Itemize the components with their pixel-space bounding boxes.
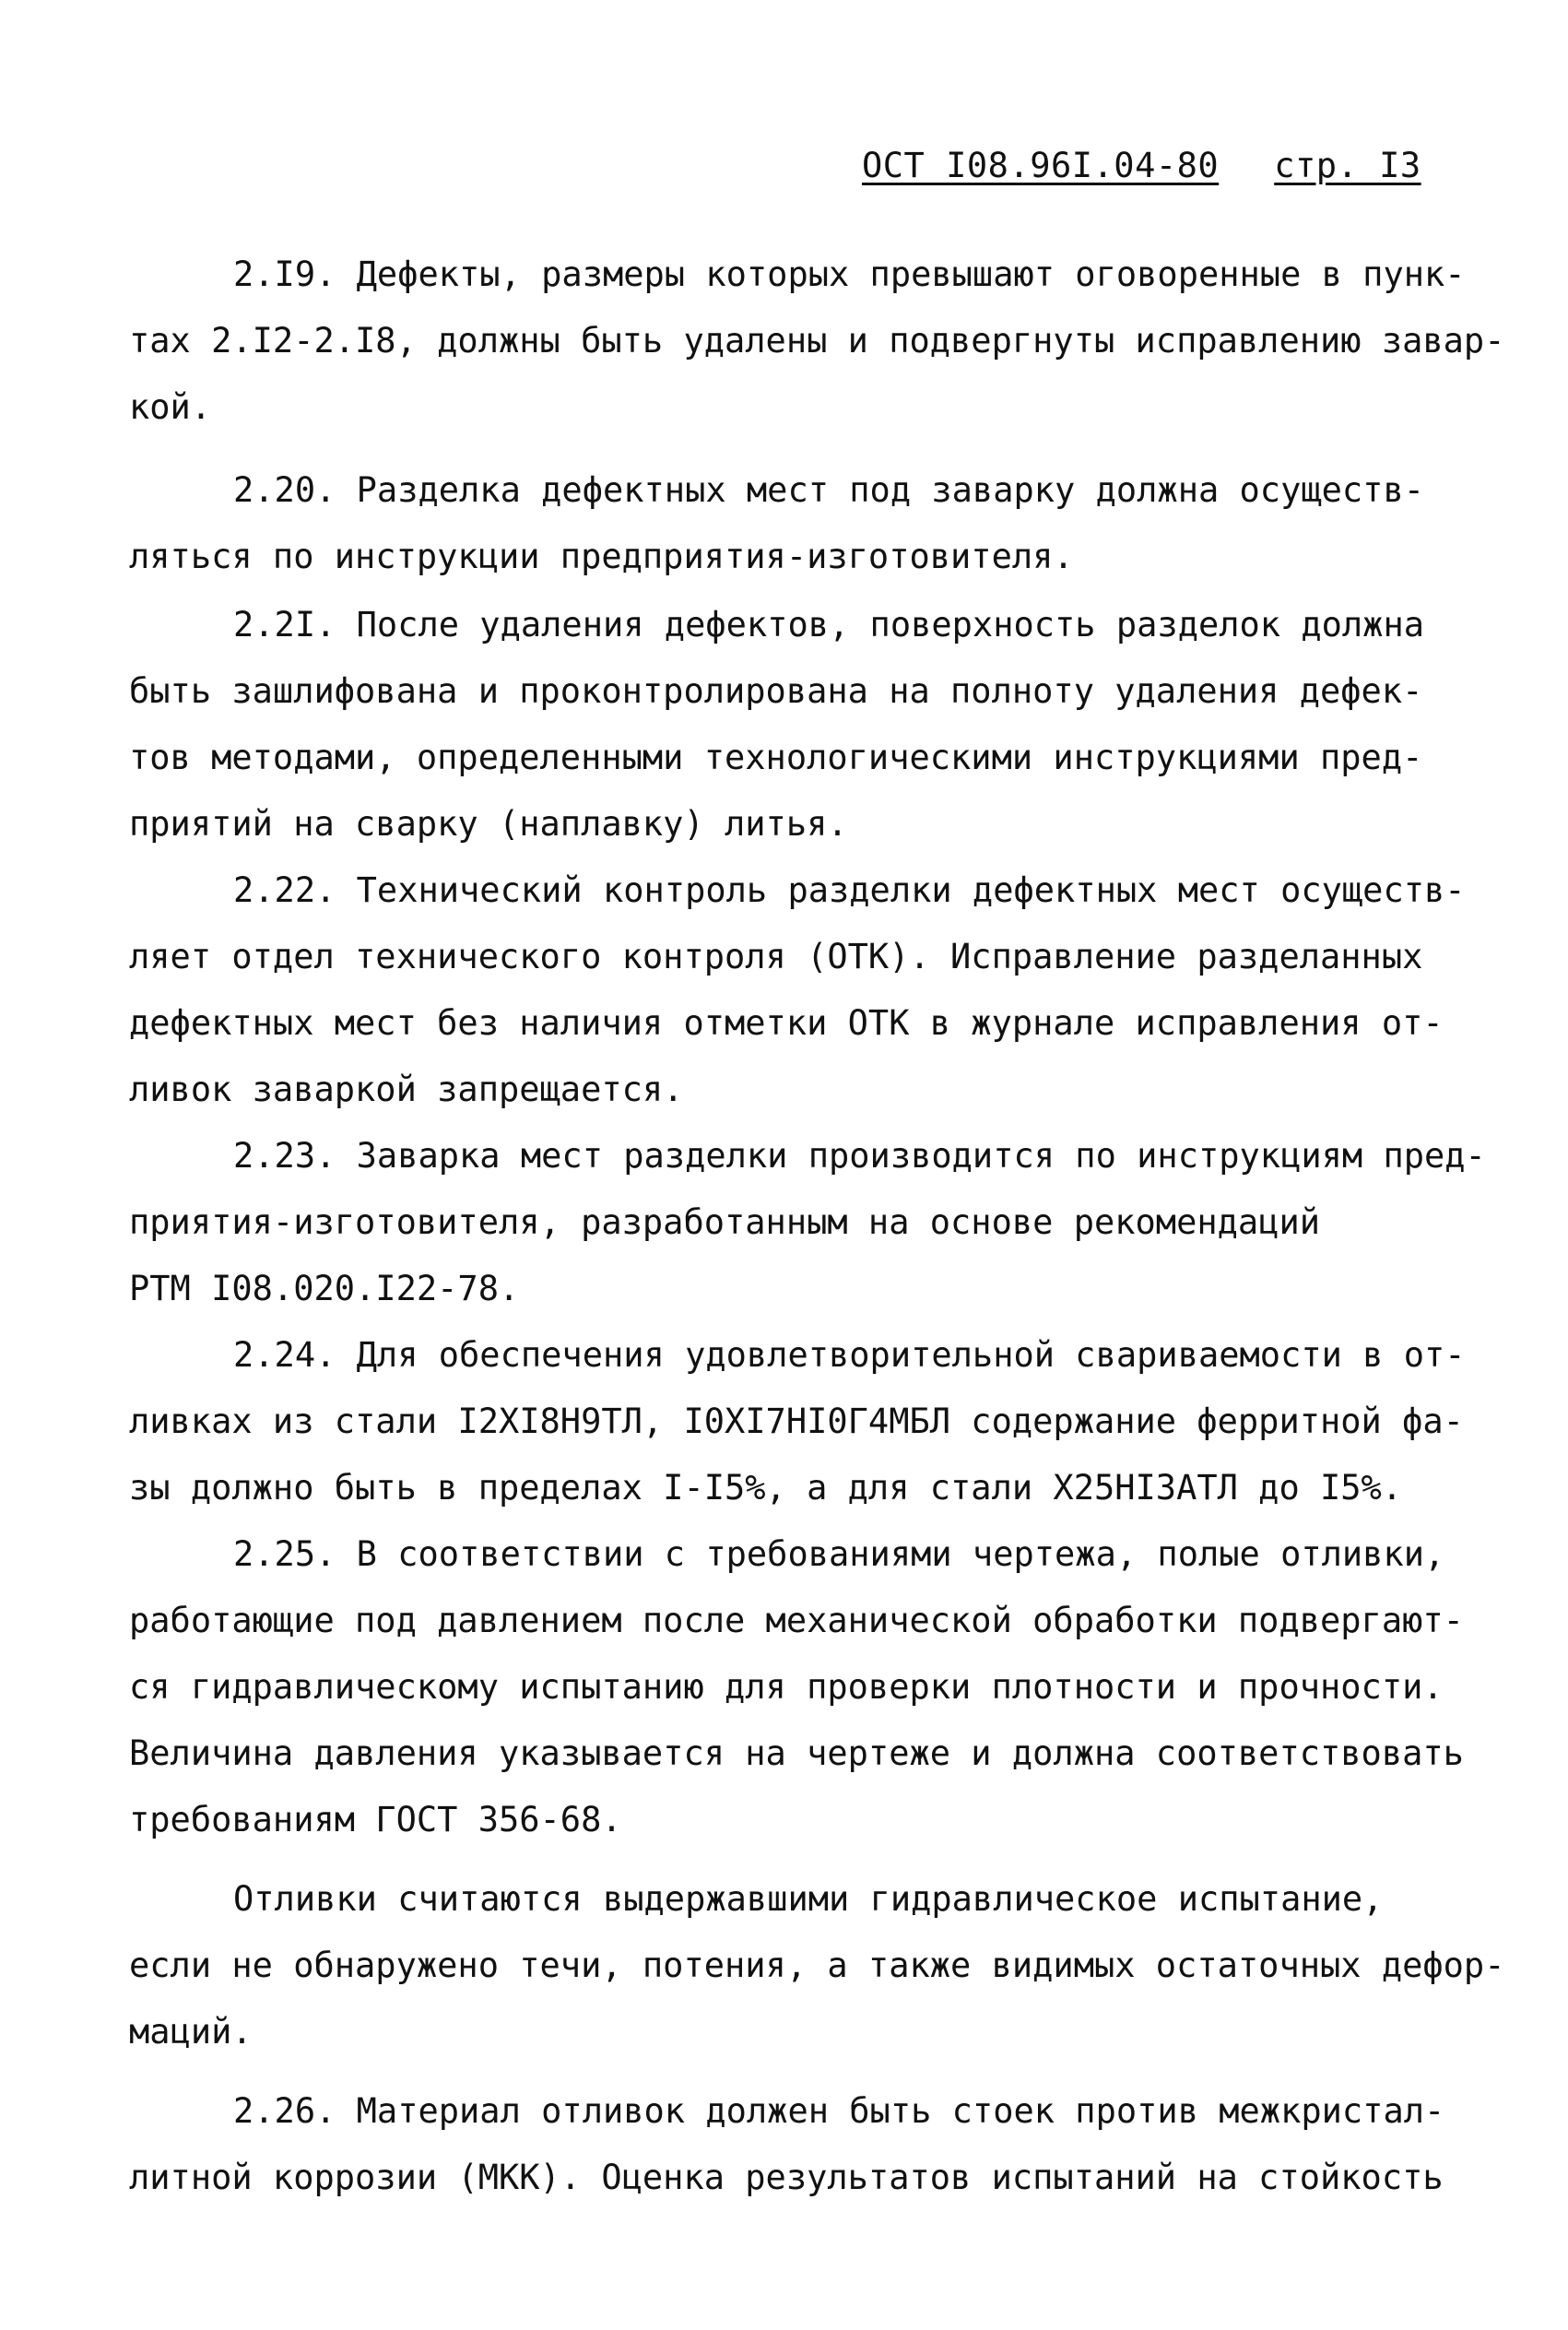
text-line: Отливки считаются выдержавшими гидравлическое испытание, — [233, 1879, 1384, 1919]
paragraph-2-21 — [129, 592, 1447, 857]
text-line: ляться по инструкции предприятия-изготовителя. — [129, 537, 1074, 576]
paragraph-hydraulic-test — [129, 1866, 1505, 2065]
text-line: литной коррозии (МКК). Оценка результатов испытаний на стойкость — [129, 2158, 1444, 2197]
text-line: приятия-изготовителя, разработанным на основе рекомендаций — [129, 1202, 1321, 1242]
text-line: ляет отдел технического контроля (ОТК). Исправление разделанных — [129, 937, 1423, 976]
text-line: ливках из стали I2XI8H9TЛ, I0XI7HI0Г4МБЛ содержание ферритной фа- — [129, 1402, 1464, 1441]
text-line: зы должно быть в пределах I-I5%, а для стали Х25HI3АТЛ до I5%. — [129, 1468, 1403, 1508]
text-line: кой. — [129, 387, 212, 427]
text-line: требованиям ГОСТ 356-68. — [129, 1800, 622, 1839]
text-line: 2.I9. Дефекты, размеры которых превышают оговоренные в пунк- — [233, 254, 1466, 294]
paragraph-2-26 — [129, 2078, 1447, 2211]
text-line: 2.20. Разделка дефектных мест под заварку должна осуществ- — [233, 470, 1425, 510]
text-line: Величина давления указывается на чертеже и должна соответствовать — [129, 1733, 1464, 1773]
document-code: ОСТ I08.96I.04-80 — [862, 146, 1220, 185]
text-line: ся гидравлическому испытанию для проверки плотности и прочности. — [129, 1667, 1444, 1707]
paragraph-2-19 — [129, 242, 1505, 441]
text-line: если не обнаружено течи, потения, а также видимых остаточных дефор- — [129, 1946, 1505, 1985]
text-line: ливок заваркой запрещается. — [129, 1070, 684, 1109]
text-line: РТМ I08.020.I22-78. — [129, 1269, 520, 1308]
body-text — [129, 242, 1505, 2211]
text-line: работающие под давлением после механической обработки подвергают- — [129, 1601, 1464, 1640]
text-line: приятий на сварку (наплавку) литья. — [129, 804, 848, 844]
paragraph-2-24 — [129, 1322, 1466, 1521]
text-line: 2.25. В соответствии с требованиями чертежа, полые отливки, — [233, 1534, 1445, 1574]
text-line: 2.24. Для обеспечения удовлетворительной свариваемости в от- — [233, 1335, 1466, 1375]
text-line: тов методами, определенными технологическими инструкциями пред- — [129, 738, 1423, 777]
paragraph-2-25 — [129, 1521, 1464, 1853]
text-line: 2.23. Заварка мест разделки производится по инструкциям пред- — [233, 1136, 1486, 1176]
text-line: маций. — [129, 2012, 253, 2052]
text-line: 2.22. Технический контроль разделки дефектных мест осуществ- — [233, 870, 1466, 910]
text-line: дефектных мест без наличия отметки ОТК в журнале исправления от- — [129, 1003, 1444, 1043]
paragraph-2-20 — [129, 457, 1447, 590]
text-line: 2.2I. После удаления дефектов, поверхность разделок должна — [233, 605, 1425, 645]
page-header — [862, 146, 1421, 185]
text-line: 2.26. Материал отливок должен быть стоек против межкристал- — [233, 2091, 1445, 2131]
text-line: быть зашлифована и проконтролирована на полноту удаления дефек- — [129, 671, 1423, 711]
paragraph-2-23 — [129, 1123, 1486, 1322]
text-line: тах 2.I2-2.I8, должны быть удалены и подвергнуты исправлению завар- — [129, 321, 1505, 361]
page-number: стр. I3 — [1274, 146, 1421, 185]
paragraph-2-22 — [129, 857, 1466, 1123]
